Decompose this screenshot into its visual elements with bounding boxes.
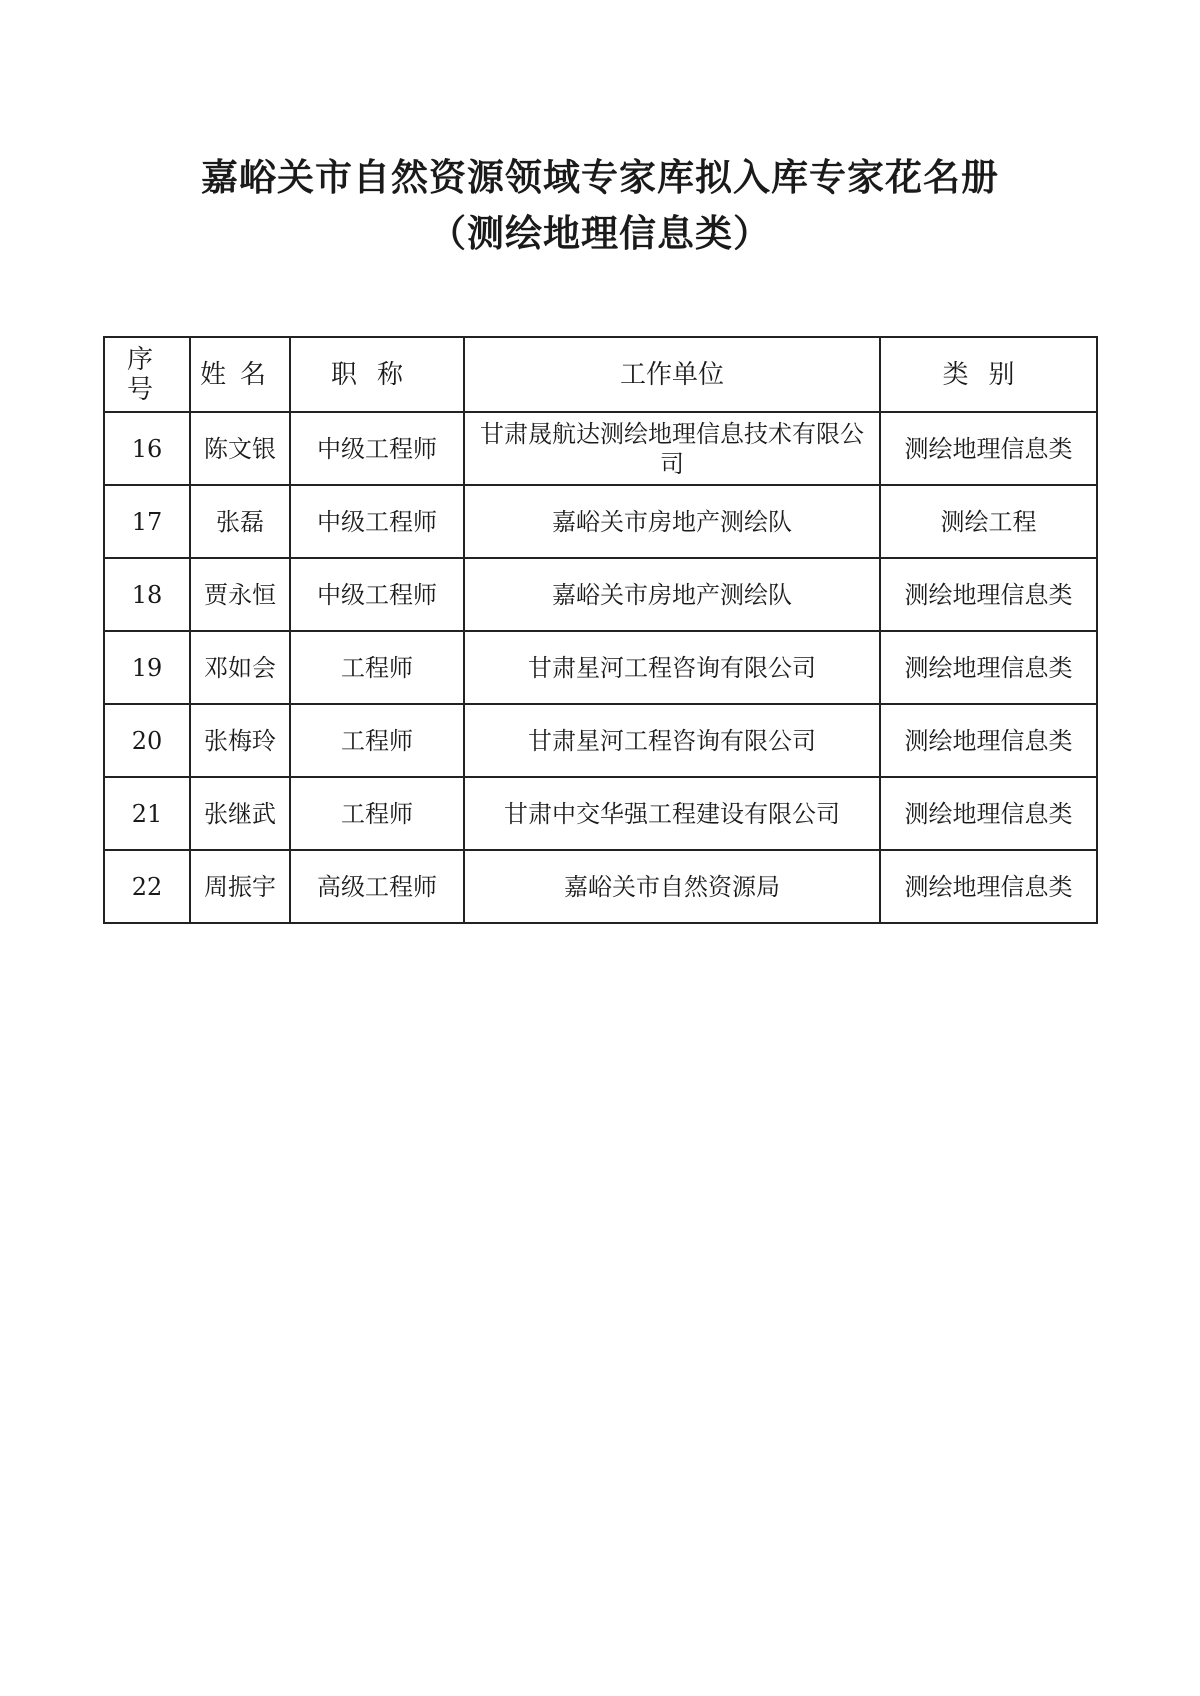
cell-title: 工程师 — [290, 631, 464, 704]
cell-unit: 甘肃晟航达测绘地理信息技术有限公司 — [464, 412, 880, 485]
cell-title: 中级工程师 — [290, 558, 464, 631]
table-row — [104, 850, 1097, 923]
expert-roster-table — [103, 336, 1098, 924]
cell-category: 测绘地理信息类 — [880, 850, 1097, 923]
cell-title: 工程师 — [290, 777, 464, 850]
cell-category: 测绘工程 — [880, 485, 1097, 558]
document-title — [0, 150, 1200, 262]
cell-category: 测绘地理信息类 — [880, 631, 1097, 704]
table-row — [104, 777, 1097, 850]
cell-num: 16 — [104, 412, 190, 485]
cell-unit: 甘肃星河工程咨询有限公司 — [464, 631, 880, 704]
cell-title: 中级工程师 — [290, 412, 464, 485]
cell-unit: 甘肃星河工程咨询有限公司 — [464, 704, 880, 777]
cell-title: 中级工程师 — [290, 485, 464, 558]
cell-unit: 甘肃中交华强工程建设有限公司 — [464, 777, 880, 850]
cell-name: 周振宇 — [190, 850, 290, 923]
header-name: 姓名 — [190, 337, 290, 412]
cell-title: 工程师 — [290, 704, 464, 777]
cell-category: 测绘地理信息类 — [880, 777, 1097, 850]
cell-unit: 嘉峪关市自然资源局 — [464, 850, 880, 923]
header-num: 序号 — [104, 337, 190, 412]
cell-num: 17 — [104, 485, 190, 558]
cell-num: 20 — [104, 704, 190, 777]
cell-num: 19 — [104, 631, 190, 704]
table-row — [104, 485, 1097, 558]
cell-name: 邓如会 — [190, 631, 290, 704]
table-row — [104, 704, 1097, 777]
table-row — [104, 558, 1097, 631]
cell-num: 22 — [104, 850, 190, 923]
cell-category: 测绘地理信息类 — [880, 412, 1097, 485]
header-title: 职称 — [290, 337, 464, 412]
cell-num: 21 — [104, 777, 190, 850]
cell-category: 测绘地理信息类 — [880, 704, 1097, 777]
cell-title: 高级工程师 — [290, 850, 464, 923]
cell-category: 测绘地理信息类 — [880, 558, 1097, 631]
table-row — [104, 412, 1097, 485]
cell-name: 张继武 — [190, 777, 290, 850]
table-header-row — [104, 337, 1097, 412]
header-category: 类别 — [880, 337, 1097, 412]
table-row — [104, 631, 1097, 704]
header-unit: 工作单位 — [464, 337, 880, 412]
title-line-1: 嘉峪关市自然资源领域专家库拟入库专家花名册 — [201, 156, 999, 199]
cell-name: 张磊 — [190, 485, 290, 558]
cell-name: 贾永恒 — [190, 558, 290, 631]
cell-name: 陈文银 — [190, 412, 290, 485]
cell-unit: 嘉峪关市房地产测绘队 — [464, 558, 880, 631]
cell-unit: 嘉峪关市房地产测绘队 — [464, 485, 880, 558]
cell-name: 张梅玲 — [190, 704, 290, 777]
cell-num: 18 — [104, 558, 190, 631]
title-line-2: （测绘地理信息类） — [429, 212, 771, 255]
